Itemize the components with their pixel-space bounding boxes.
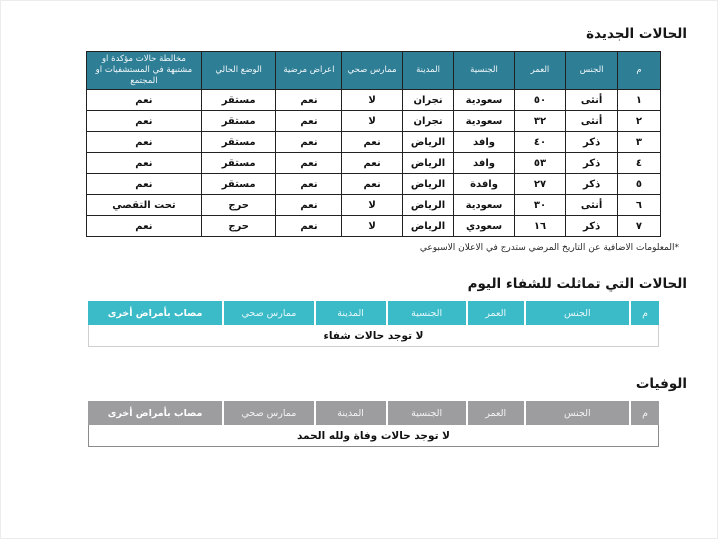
table-cell: نعم [276,90,342,111]
recovered-header-row [88,301,659,325]
table-row [87,174,661,195]
table-cell: ذكر [566,216,618,237]
table-cell: الرياض [402,153,454,174]
column-header-city: المدينة [316,401,386,425]
column-header-status: الوضع الحالي [201,52,276,90]
empty-message: لا توجد حالات شفاء [88,325,659,347]
table-row [87,111,661,132]
table-cell: ٢٧ [514,174,566,195]
column-header-gender: الجنس [526,301,629,325]
recovered-title: الحالات التي تماثلت للشفاء اليوم [467,276,687,292]
table-row [87,132,661,153]
column-header-nationality: الجنسية [454,52,514,90]
column-header-city: المدينة [402,52,454,90]
table-cell: نعم [342,153,402,174]
table-row [87,153,661,174]
column-header-age: العمر [468,301,524,325]
recovered-table [86,301,661,347]
deaths-table [86,401,661,447]
table-cell: وافدة [454,174,514,195]
new-cases-table [86,51,661,237]
table-cell: ٦ [617,195,660,216]
column-header-symptoms: اعراض مرضية [276,52,342,90]
table-cell: مستقر [201,90,276,111]
new-cases-header-row [87,52,661,90]
empty-message: لا توجد حالات وفاة ولله الحمد [88,425,659,447]
column-header-city: المدينة [316,301,386,325]
table-cell: نعم [276,153,342,174]
table-cell: أنثى [566,90,618,111]
table-cell: ٥٣ [514,153,566,174]
table-cell: حرج [201,195,276,216]
table-row [87,90,661,111]
table-cell: نعم [342,174,402,195]
column-header-no: م [631,301,659,325]
table-cell: حرج [201,216,276,237]
table-cell: لا [342,216,402,237]
new-cases-title: الحالات الجديدة [586,26,687,42]
footnote: *المعلومات الاضافية عن التاريخ المرضي ستدرج في الاعلان الاسبوعي [419,243,679,253]
table-cell: نجران [402,111,454,132]
table-cell: نجران [402,90,454,111]
column-header-other-diseases: مصاب بأمراض أخرى [88,401,222,425]
table-cell: ٢ [617,111,660,132]
table-cell: سعودية [454,195,514,216]
table-cell: ٤ [617,153,660,174]
table-cell: ٣٢ [514,111,566,132]
table-cell: وافد [454,132,514,153]
column-header-gender: الجنس [566,52,618,90]
column-header-practitioner: ممارس صحي [224,301,313,325]
table-cell: ذكر [566,132,618,153]
table-cell: ٥ [617,174,660,195]
column-header-age: العمر [468,401,524,425]
column-header-gender: الجنس [526,401,629,425]
table-cell: ذكر [566,153,618,174]
table-cell: ذكر [566,174,618,195]
section-spacer [1,253,717,275]
table-cell: ٧ [617,216,660,237]
table-cell: لا [342,195,402,216]
table-cell: الرياض [402,216,454,237]
table-cell: نعم [87,111,202,132]
table-cell: مستقر [201,111,276,132]
table-cell: نعم [87,90,202,111]
section-spacer [1,347,717,375]
table-cell: ٥٠ [514,90,566,111]
table-cell: مستقر [201,132,276,153]
table-cell: نعم [87,216,202,237]
table-cell: سعودي [454,216,514,237]
deaths-title: الوفيات [635,376,687,392]
column-header-nationality: الجنسية [388,301,466,325]
table-cell: نعم [276,132,342,153]
table-cell: نعم [276,174,342,195]
column-header-contact: مخالطة حالات مؤكدة او مشتبهة في المستشفيات او المجتمع [87,52,202,90]
column-header-other-diseases: مصاب بأمراض أخرى [88,301,222,325]
table-cell: نعم [276,195,342,216]
table-cell: لا [342,111,402,132]
table-cell: سعودية [454,90,514,111]
table-row [87,216,661,237]
table-cell: سعودية [454,111,514,132]
table-cell: نعم [276,216,342,237]
table-cell: الرياض [402,174,454,195]
table-cell: نعم [87,132,202,153]
table-cell: مستقر [201,153,276,174]
table-cell: الرياض [402,132,454,153]
column-header-no: م [617,52,660,90]
table-cell: تحت التقصي [87,195,202,216]
table-cell: أنثى [566,195,618,216]
table-row [87,195,661,216]
table-cell: أنثى [566,111,618,132]
table-cell: ١٦ [514,216,566,237]
table-cell: نعم [87,153,202,174]
table-cell: ١ [617,90,660,111]
table-cell: الرياض [402,195,454,216]
column-header-practitioner: ممارس صحي [224,401,313,425]
table-cell: ٣ [617,132,660,153]
deaths-header-row [88,401,659,425]
table-cell: نعم [342,132,402,153]
table-row [88,425,659,447]
column-header-no: م [631,401,659,425]
table-row [88,325,659,347]
column-header-nationality: الجنسية [388,401,466,425]
column-header-age: العمر [514,52,566,90]
table-cell: مستقر [201,174,276,195]
table-cell: نعم [87,174,202,195]
table-cell: وافد [454,153,514,174]
table-cell: لا [342,90,402,111]
column-header-practitioner: ممارس صحي [342,52,402,90]
table-cell: ٣٠ [514,195,566,216]
table-cell: ٤٠ [514,132,566,153]
table-cell: نعم [276,111,342,132]
